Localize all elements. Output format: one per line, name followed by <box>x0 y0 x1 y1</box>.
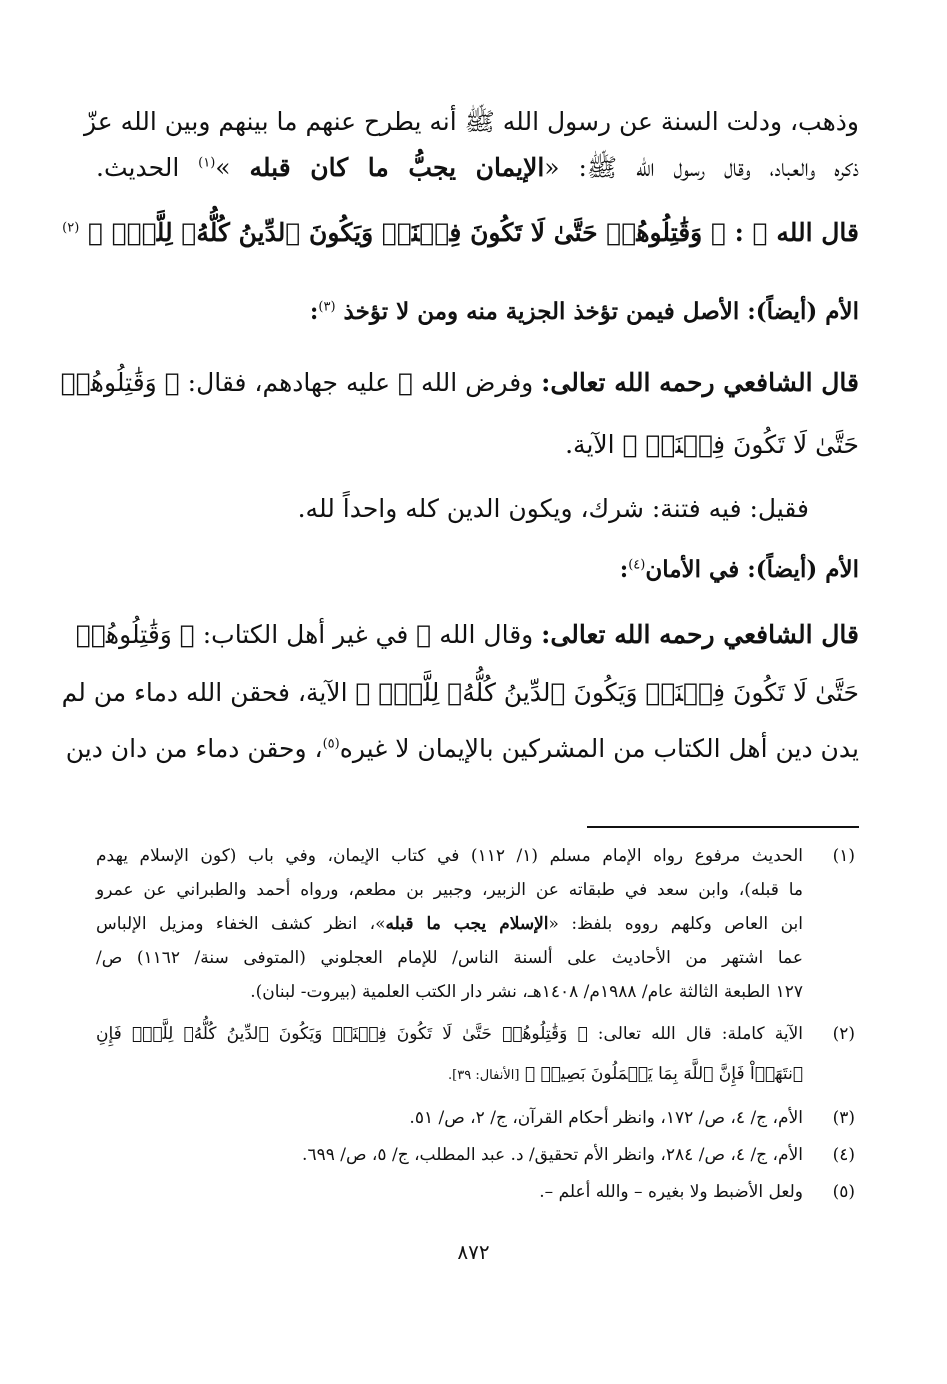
paragraph-3-line-2 <box>61 678 859 707</box>
footnote-ref: (٢) <box>62 220 80 236</box>
body-text: حَتَّىٰ لَا تَكُونَ فِتۡنَةٞ ﴾ الآية. <box>565 430 859 459</box>
footnote-number: (١) <box>832 846 855 866</box>
quran-verse-line <box>62 218 859 247</box>
footnote-1-line-1 <box>96 846 855 866</box>
footnote-verse: ٱنتَهَوۡاْ فَإِنَّ ٱللَّهَ بِمَا يَعۡمَلُونَ بَصِيرٞ <box>540 1064 803 1084</box>
footnote-ref: (٣) <box>318 299 336 315</box>
footnote-text: الحديث مرفوع رواه الإمام مسلم (١/ ١١٢) في كتاب الإيمان، وفي باب (كون الإسلام يهدم <box>96 846 803 866</box>
section-heading-1 <box>96 298 859 325</box>
verse-bracket: ﴾ <box>79 218 112 247</box>
verse-reference: [الأنفال: ٣٩]. <box>448 1068 520 1083</box>
body-text: حَتَّىٰ لَا تَكُونَ فِتۡنَةٞ وَيَكُونَ ٱلدِّينُ كُلُّهُۥ لِلَّهِۚ ﴾ الآية، فحقن الله دماء من لم <box>61 678 859 707</box>
body-text: وذهب، ودلت السنة عن رسول الله ﷺ أنه يطرح عنهم ما بينهم وبين الله عزّ <box>83 107 859 136</box>
footnote-text: الأم، ج/ ٤، ص/ ١٧٢، وانظر أحكام القرآن، ج/ ٢، ص/ ٥١. <box>409 1108 803 1128</box>
speaker-label: قال الشافعي رحمه الله تعالى: <box>541 368 859 397</box>
footnote-quote: الإسلام يجب ما قبله <box>385 914 549 934</box>
footnote-4 <box>96 1145 855 1165</box>
footnote-1-line-5 <box>96 982 803 1002</box>
footnote-number: (٢) <box>832 1024 855 1044</box>
footnote-1-line-4 <box>96 948 803 968</box>
footnote-ref: (١) <box>198 155 216 171</box>
body-text: الحديث. <box>96 153 199 182</box>
footnote-text: ما قبله)، وابن سعد في طبقاته عن الزبير، وجبير بن مطعم، ورواه أحمد والطبراني عن عمرو <box>96 880 803 900</box>
footnote-text: ولعل الأضبط ولا بغيره – والله أعلم –. <box>539 1182 803 1202</box>
heading-text: الأم (أيضاً): في الأمان <box>645 556 859 583</box>
heading-text: : <box>619 556 629 583</box>
paragraph-1-line-2 <box>96 430 859 459</box>
body-text: » <box>215 153 250 182</box>
body-text: يدن دين أهل الكتاب من المشركين بالإيمان لا غيره <box>339 734 859 763</box>
footnote-5 <box>96 1182 855 1202</box>
body-line-2 <box>96 152 859 189</box>
quran-verse: وَقَٰتِلُوهُمۡ حَتَّىٰ لَا تَكُونَ فِتۡنَةٞ وَيَكُونَ ٱلدِّينُ كُلُّهُۥ لِلَّهِۚ <box>111 218 703 247</box>
footnote-text: الآية كاملة: قال الله تعالى: ﴿ <box>567 1024 803 1044</box>
footnote-3 <box>96 1108 855 1128</box>
body-line-1 <box>83 106 859 143</box>
footnote-text: عما اشتهر من الأحاديث على ألسنة الناس/ للإمام العجلوني (المتوفى سنة/ ١١٦٢) ص/ <box>96 948 803 968</box>
footnote-number: (٥) <box>832 1182 855 1202</box>
footnote-number: (٣) <box>832 1108 855 1128</box>
section-heading-2 <box>96 556 859 583</box>
footnote-verse: وَقَٰتِلُوهُمۡ حَتَّىٰ لَا تَكُونَ فِتۡنَةٞ وَيَكُونَ ٱلدِّينُ كُلُّهُۥ لِلَّهِۚ فَإِنِ <box>96 1024 568 1044</box>
footnote-text: ابن العاص وكلهم رووه بلفظ: « <box>548 914 803 934</box>
footnote-number: (٤) <box>832 1145 855 1165</box>
footnote-2-line-1 <box>96 1024 855 1044</box>
body-text: ، وحقن دماء من دان دين <box>65 734 323 763</box>
speaker-label: قال الشافعي رحمه الله تعالى: <box>541 620 859 649</box>
body-text: وفرض الله ﷻ عليه جهادهم، فقال: ﴿ وَقَٰتِلُوهُمۡ <box>60 368 542 397</box>
footnote-1-line-3 <box>96 914 803 934</box>
footnote-ref: (٥) <box>322 736 340 752</box>
heading-text: الأم (أيضاً): الأصل فيمن تؤخذ الجزية منه ومن لا تؤخذ <box>335 298 859 325</box>
paragraph-1-line-1 <box>60 368 859 397</box>
footnote-text: ﴾ <box>519 1064 541 1084</box>
body-text: ذكره والعباد، وقال رسول الله ﷺ: « <box>544 153 859 182</box>
footnote-separator <box>587 826 859 828</box>
heading-text: : <box>309 298 319 325</box>
verse-intro: قال الله ﷻ : ﴿ <box>702 218 859 247</box>
hadith-quote: الإيمان يجبُّ ما كان قبله <box>249 153 545 182</box>
page-number: ٨٧٢ <box>457 1240 490 1264</box>
footnote-text: »، انظر كشف الخفاء ومزيل الإلباس <box>96 914 386 934</box>
footnote-text: الأم، ج/ ٤، ص/ ٢٨٤، وانظر الأم تحقيق/ د. عبد المطلب، ج/ ٥، ص/ ٦٩٩. <box>302 1145 803 1165</box>
body-text: وقال الله ﷻ في غير أهل الكتاب: ﴿ وَقَٰتِلُوهُمۡ <box>75 620 542 649</box>
paragraph-3-line-1 <box>75 620 859 649</box>
paragraph-3-line-3 <box>65 734 859 763</box>
footnote-2-line-2 <box>96 1064 803 1084</box>
paragraph-2-line-1 <box>96 494 809 523</box>
footnote-1-line-2 <box>96 880 803 900</box>
body-text: فقيل: فيه فتنة: شرك، ويكون الدين كله واحداً لله. <box>297 494 809 523</box>
footnote-text: ١٢٧ الطبعة الثالثة عام/ ١٩٨٨م/ ١٤٠٨هـ، نشر دار الكتب العلمية (بيروت- لبنان). <box>250 982 803 1002</box>
footnote-ref: (٤) <box>628 557 646 573</box>
